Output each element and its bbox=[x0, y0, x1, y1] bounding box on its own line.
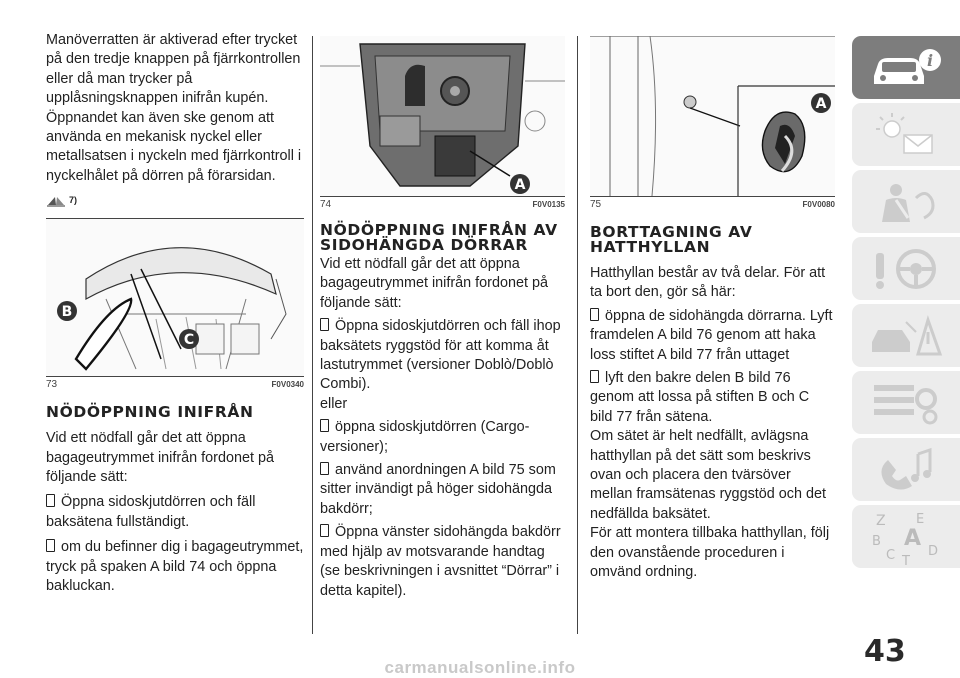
column-2 bbox=[320, 0, 565, 601]
figure-75 bbox=[590, 36, 835, 211]
figure-73-image bbox=[46, 218, 304, 377]
index-letter: Z bbox=[876, 512, 886, 529]
figure-73-caption bbox=[46, 379, 304, 391]
alphabetical-index-icon bbox=[866, 507, 946, 567]
tab-multimedia[interactable] bbox=[852, 438, 960, 501]
intro-paragraph: Manöverratten är aktiverad efter trycket på den tredje knappen på fjärrkontrollen eller då man trycker på upplåsningsknappen inifrån kupén. Öppnandet kan även ske genom att använda en mekanisk nyckel eller metallsatsen i nyckeln med fjärrkontroll i nyckelhålet på dörren på förarsidan. bbox=[46, 32, 302, 184]
index-letter: A bbox=[904, 525, 922, 551]
bullet-item: Öppna vänster sidohängda bakdörr med hjälp av motsvarande handtag (se beskrivningen i avsnittet “Dörrar” i detta kapitel). bbox=[320, 523, 565, 601]
section-heading-parcel-shelf: BORTTAGNING AV HATTHYLLAN bbox=[590, 223, 753, 256]
body-paragraph: För att montera tillbaka hatthyllan, följ den ovanstående proceduren i omvänd ordning. bbox=[590, 525, 830, 581]
tailgate-illustration bbox=[46, 219, 304, 376]
index-letter: D bbox=[928, 543, 939, 559]
or-text: eller bbox=[320, 395, 348, 412]
svg-text:i: i bbox=[926, 50, 934, 70]
lock-mechanism-illustration bbox=[320, 36, 565, 196]
figure-73 bbox=[46, 218, 304, 391]
figure-number: 73 bbox=[46, 379, 58, 391]
bullet-item: om du befinner dig i bagageutrymmet, tryck på spaken A bild 74 och öppna bakluckan. bbox=[46, 538, 304, 596]
bullet-item: Öppna sidoskjutdörren och fäll ihop baksätets ryggstöd för att komma åt lastutrymmet (versioner Doblò/Doblò Combi). bbox=[320, 317, 565, 395]
bullet-item: öppna sidoskjutdörren (Cargo-versioner); bbox=[320, 418, 565, 457]
tab-car-info[interactable] bbox=[852, 36, 960, 99]
figure-74-image bbox=[320, 36, 565, 197]
figure-label-c: C bbox=[183, 332, 195, 349]
section-body: Vid ett nödfall går det att öppna bagageutrymmet inifrån fordonet på följande sätt: bbox=[320, 256, 548, 311]
tab-safety[interactable] bbox=[852, 170, 960, 233]
airbag-safety-icon bbox=[866, 178, 946, 226]
section-heading-side-doors: NÖDÖPPNING INIFRÅN AV SIDOHÄNGDA DÖRRAR bbox=[320, 221, 558, 254]
warning-lights-icon bbox=[866, 111, 946, 159]
bullet-item: öppna de sidohängda dörrarna. Lyft framdelen A bild 76 genom att haka loss stiftet A bild 77 från uttaget bbox=[590, 307, 835, 365]
tab-maintenance[interactable] bbox=[852, 371, 960, 434]
steering-wheel-icon bbox=[866, 245, 946, 293]
column-divider bbox=[312, 36, 313, 634]
figure-74 bbox=[320, 36, 565, 211]
tab-alphabetical-index[interactable] bbox=[852, 505, 960, 568]
figure-label-a: A bbox=[514, 177, 526, 193]
column-1 bbox=[46, 0, 304, 597]
figure-number: 74 bbox=[320, 199, 332, 210]
warning-ref-number: 7) bbox=[69, 195, 78, 206]
chapter-tabs bbox=[852, 36, 960, 572]
index-letter: B bbox=[872, 533, 881, 549]
emergency-triangle-icon bbox=[866, 312, 946, 360]
figure-code: F0V0080 bbox=[802, 200, 835, 209]
warning-reference bbox=[46, 192, 304, 208]
figure-label-a: A bbox=[815, 96, 827, 112]
rear-door-device-illustration bbox=[590, 36, 835, 196]
index-letter: C bbox=[886, 547, 896, 563]
bullet-item: använd anordningen A bild 75 som sitter invändigt på höger sidohängda bakdörr; bbox=[320, 461, 565, 519]
section-heading-emergency-opening: NÖDÖPPNING INIFRÅN bbox=[46, 403, 254, 422]
watermark: carmanualsonline.info bbox=[384, 658, 576, 677]
index-letter: E bbox=[916, 511, 925, 527]
tab-emergency[interactable] bbox=[852, 304, 960, 367]
bullet-item: Öppna sidoskjutdörren och fäll baksätena fullständigt. bbox=[46, 493, 304, 532]
tab-starting-driving[interactable] bbox=[852, 237, 960, 300]
column-3 bbox=[590, 0, 835, 583]
car-info-icon bbox=[866, 46, 946, 90]
figure-75-image bbox=[590, 36, 835, 197]
multimedia-icon bbox=[866, 446, 946, 494]
tab-warning-lights[interactable] bbox=[852, 103, 960, 166]
bullet-item: lyft den bakre delen B bild 76 genom att lossa på stiften B och C bild 77 från sätena. bbox=[590, 369, 835, 427]
figure-74-caption bbox=[320, 199, 565, 211]
body-paragraph: Om sätet är helt nedfällt, avlägsna hatthyllan på det sätt som beskrivs ovan och placera den tvärsöver mellan framsätenas ryggstöd och det nedfällda baksätet. bbox=[590, 428, 826, 522]
section-body: Hatthyllan består av två delar. För att ta bort den, gör så här: bbox=[590, 265, 826, 301]
figure-75-caption bbox=[590, 199, 835, 211]
index-letter: T bbox=[902, 553, 910, 567]
figure-code: F0V0135 bbox=[532, 200, 565, 209]
section-body: Vid ett nödfall går det att öppna bagageutrymmet inifrån fordonet på följande sätt: bbox=[46, 430, 274, 486]
figure-code: F0V0340 bbox=[271, 380, 304, 390]
figure-number: 75 bbox=[590, 199, 602, 210]
figure-label-b: B bbox=[61, 304, 73, 321]
warning-book-icon bbox=[46, 193, 66, 207]
maintenance-gears-icon bbox=[866, 379, 946, 427]
page-number: 43 bbox=[864, 634, 906, 669]
column-divider bbox=[577, 36, 578, 634]
